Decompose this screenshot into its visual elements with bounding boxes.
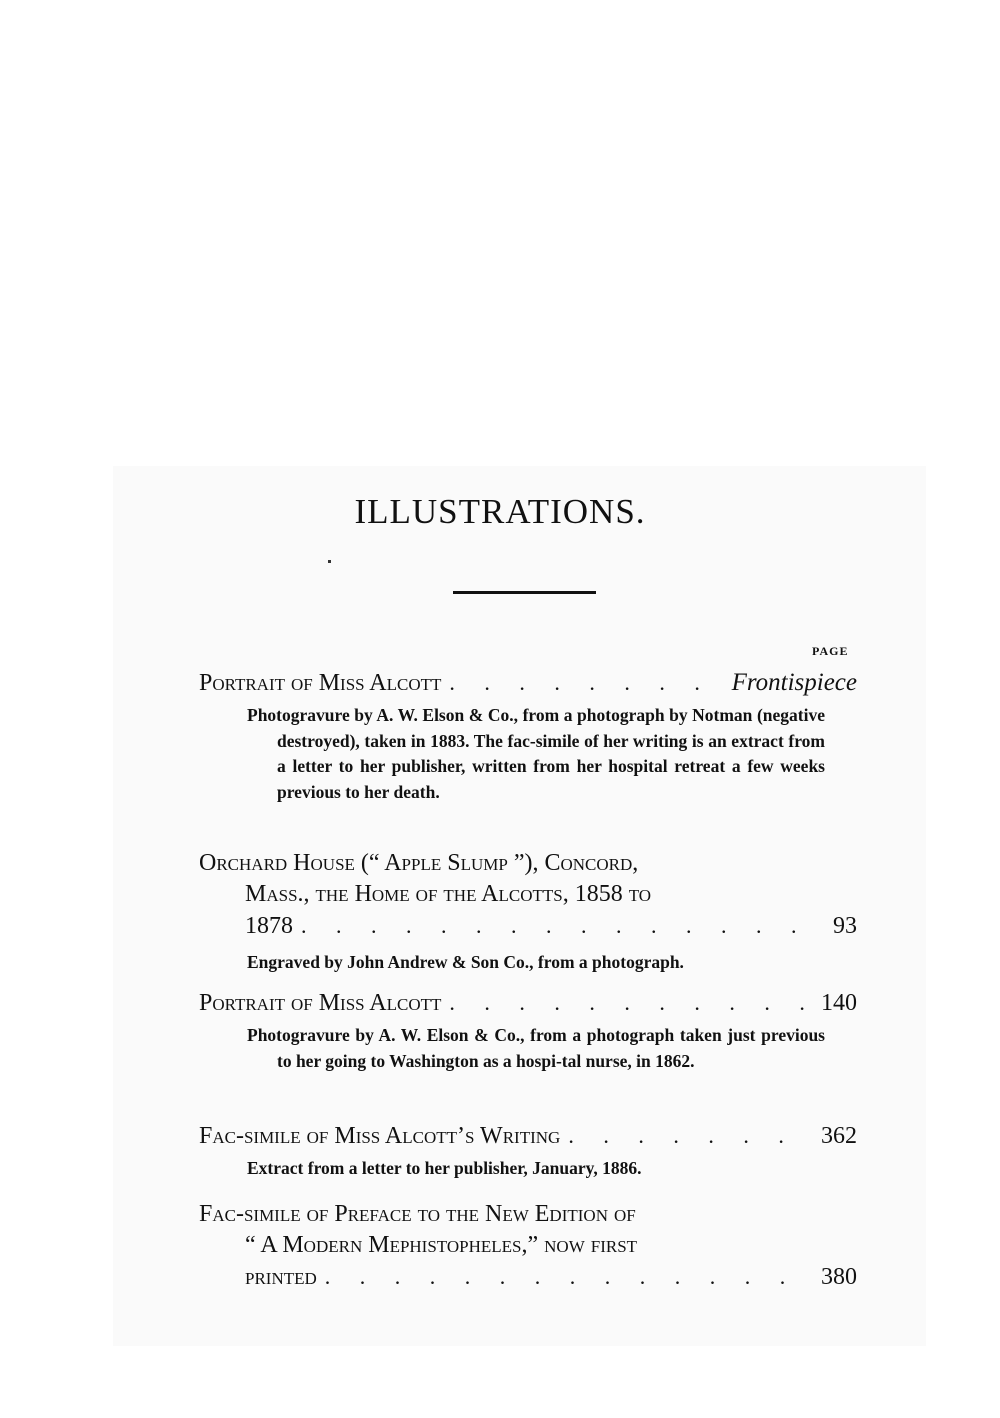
entry-title: Orchard House (“ Apple Slump ”), Concord, xyxy=(199,850,639,876)
entry-page: 362 xyxy=(821,1123,857,1149)
entry-title: Portrait of Miss Alcott xyxy=(199,670,442,696)
dot-leader xyxy=(325,1261,805,1292)
dot-leader xyxy=(568,1120,805,1151)
entry-title-line xyxy=(199,848,857,879)
page-title: ILLUSTRATIONS. xyxy=(354,492,646,531)
entry-title-line xyxy=(199,879,857,910)
ink-speck xyxy=(328,560,331,563)
entry-title: Mass., the Home of the Alcotts, 1858 to xyxy=(245,881,652,907)
entry-title: printed xyxy=(245,1264,317,1290)
illustration-entry xyxy=(199,1120,857,1182)
illustration-entry xyxy=(199,1199,857,1293)
entry-page: 140 xyxy=(821,990,857,1016)
entry-description: Photogravure by A. W. Elson & Co., from a photograph by Notman (negative destroyed), taken in 1883. The fac-simile of her writing is an extract from a letter to her publisher, written from her hospital retreat a few weeks previous to her death. xyxy=(247,705,825,802)
entry-title: 1878 xyxy=(245,913,293,939)
entry-title: Portrait of Miss Alcott xyxy=(199,990,442,1016)
entry-title: Fac-simile of Preface to the New Edition of xyxy=(199,1201,636,1227)
entry-title-line xyxy=(199,1261,857,1293)
entry-title-line xyxy=(199,667,857,699)
entry-title-line xyxy=(199,910,857,942)
illustration-entry xyxy=(199,987,857,1074)
entry-title-line xyxy=(199,1120,857,1152)
page-column-header: PAGE xyxy=(812,644,849,658)
entry-description: Engraved by John Andrew & Son Co., from a photograph. xyxy=(247,952,684,972)
illustration-entry xyxy=(199,848,857,976)
entry-description: Photogravure by A. W. Elson & Co., from a photograph taken just previous to her going to Washington as a hospi-tal nurse, in 1862. xyxy=(247,1025,825,1071)
dot-leader xyxy=(449,667,715,698)
entry-description: Extract from a letter to her publisher, January, 1886. xyxy=(247,1158,642,1178)
entry-page: 380 xyxy=(821,1264,857,1290)
dot-leader xyxy=(301,910,805,941)
entry-title-line xyxy=(199,987,857,1019)
dot-leader xyxy=(449,987,805,1018)
entry-title: Fac-simile of Miss Alcott’s Writing xyxy=(199,1123,561,1149)
entry-page: 93 xyxy=(833,913,857,939)
entry-title-line xyxy=(199,1230,857,1261)
entry-page: Frontispiece xyxy=(731,669,857,696)
entry-title: “ A Modern Mephistopheles,” now first xyxy=(245,1232,638,1258)
illustration-entry xyxy=(199,667,857,805)
title-rule xyxy=(453,591,596,594)
entry-title-line xyxy=(199,1199,857,1230)
